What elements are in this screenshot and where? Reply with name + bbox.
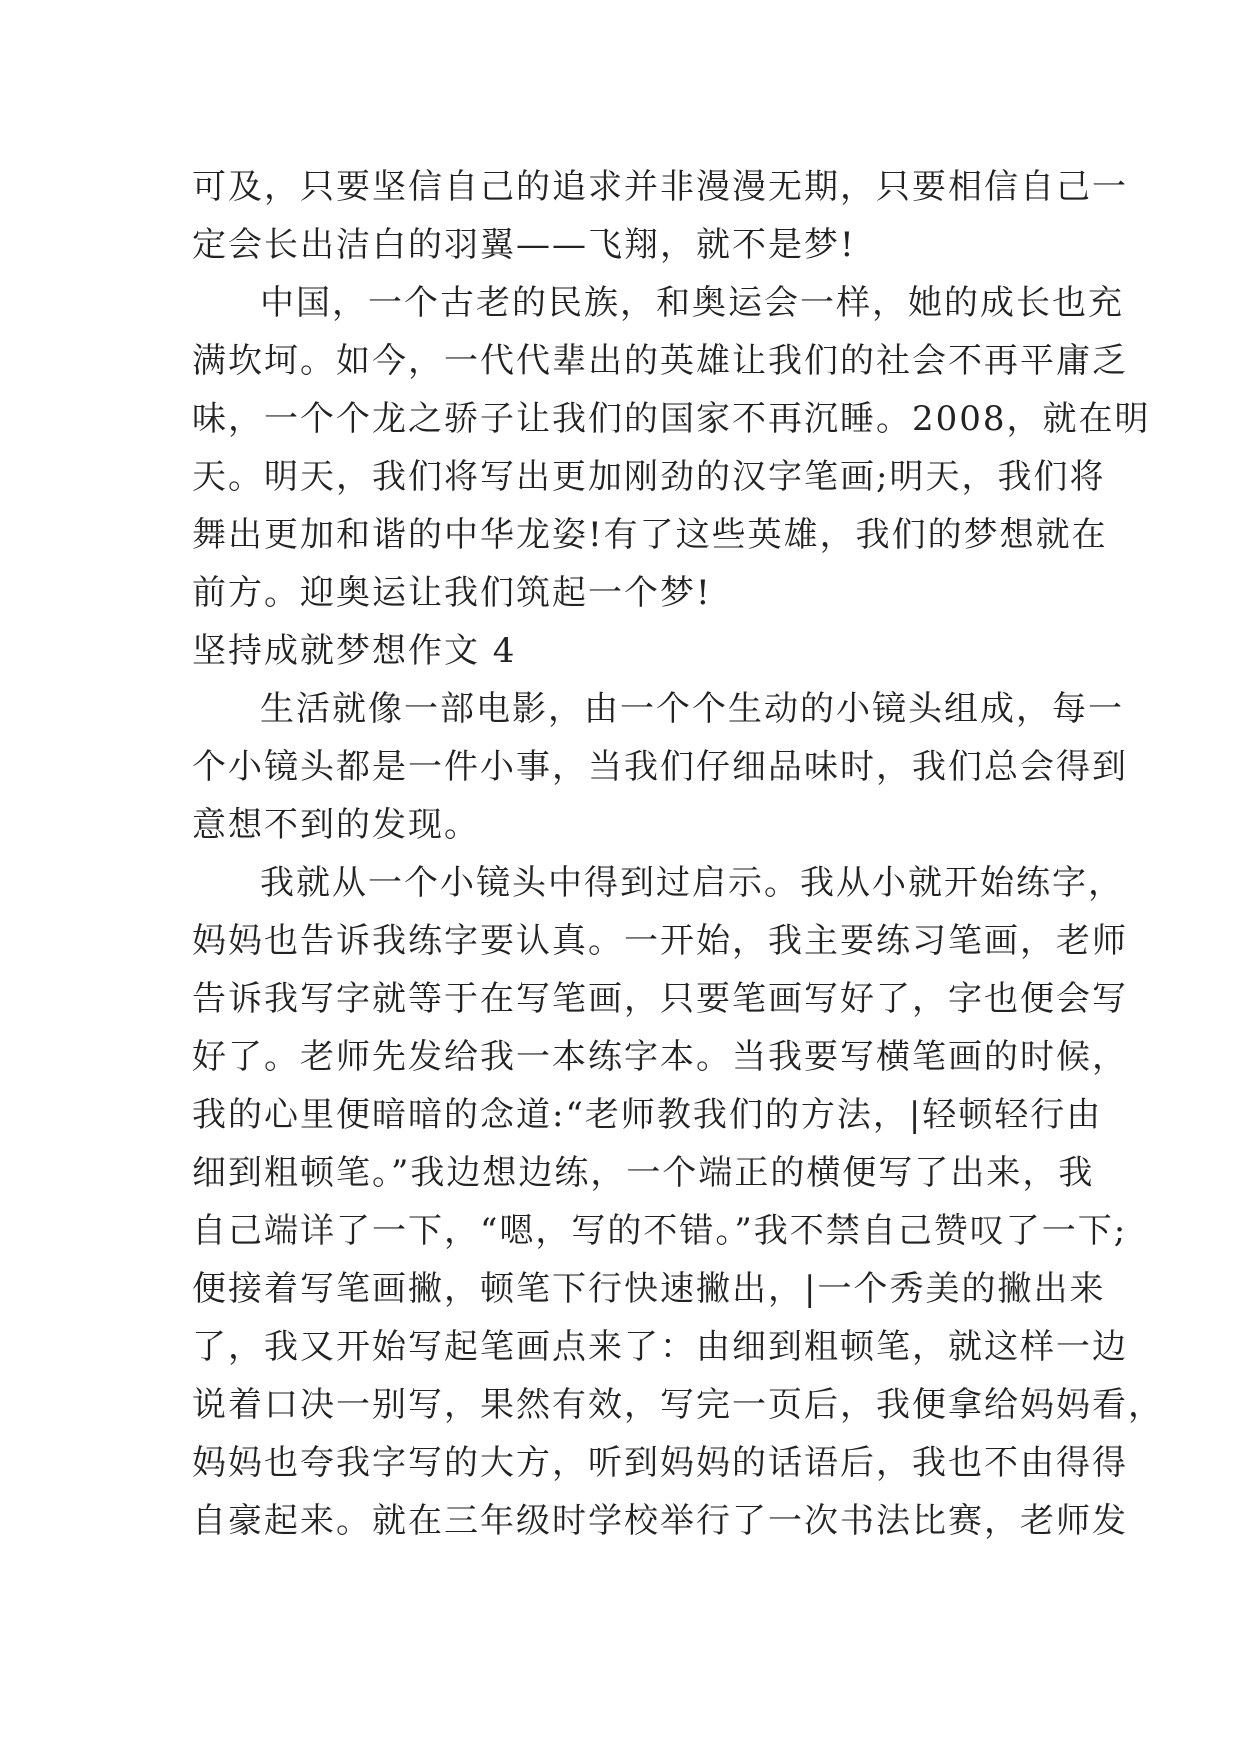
text-line: 坚持成就梦想作文 4 <box>192 631 517 671</box>
text-line: 告诉我写字就等于在写笔画，只要笔画写好了，字也便会写 <box>192 979 1128 1019</box>
text-line: 自豪起来。就在三年级时学校举行了一次书法比赛，老师发 <box>192 1501 1128 1541</box>
text-line: 我的心里便暗暗的念道:“老师教我们的方法，|轻顿轻行由 <box>192 1095 1103 1135</box>
document-body <box>192 158 1164 1550</box>
text-line: 生活就像一部电影，由一个个生动的小镜头组成，每一 <box>260 689 1124 729</box>
text-line: 好了。老师先发给我一本练字本。当我要写横笔画的时候， <box>192 1037 1128 1077</box>
text-line: 中国，一个古老的民族，和奥运会一样，她的成长也充 <box>260 283 1124 323</box>
text-line: 便接着写笔画撇，顿笔下行快速撇出，|一个秀美的撇出来 <box>192 1269 1106 1309</box>
text-line: 舞出更加和谐的中华龙姿!有了这些英雄，我们的梦想就在 <box>192 515 1108 555</box>
text-line: 定会长出洁白的羽翼——飞翔，就不是梦! <box>192 225 856 265</box>
text-line: 了，我又开始写起笔画点来了：由细到粗顿笔，就这样一边 <box>192 1327 1128 1367</box>
text-line: 自己端详了一下，“嗯，写的不错。”我不禁自己赞叹了一下; <box>192 1211 1128 1251</box>
text-line: 妈妈也告诉我练字要认真。一开始，我主要练习笔画，老师 <box>192 921 1128 961</box>
text-line: 味，一个个龙之骄子让我们的国家不再沉睡。2008，就在明 <box>192 399 1151 439</box>
text-line: 前方。迎奥运让我们筑起一个梦! <box>192 573 712 613</box>
text-line: 我就从一个小镜头中得到过启示。我从小就开始练字， <box>260 863 1124 903</box>
text-line: 满坎坷。如今，一代代辈出的英雄让我们的社会不再平庸乏 <box>192 341 1128 381</box>
text-line: 说着口决一别写，果然有效，写完一页后，我便拿给妈妈看， <box>192 1385 1164 1425</box>
text-line: 意想不到的发现。 <box>192 805 480 845</box>
text-line: 个小镜头都是一件小事，当我们仔细品味时，我们总会得到 <box>192 747 1128 787</box>
text-line: 天。明天，我们将写出更加刚劲的汉字笔画;明天，我们将 <box>192 457 1106 497</box>
text-line: 细到粗顿笔。”我边想边练，一个端正的横便写了出来，我 <box>192 1153 1095 1193</box>
text-line: 可及，只要坚信自己的追求并非漫漫无期，只要相信自己一 <box>192 167 1128 207</box>
text-line: 妈妈也夸我字写的大方，听到妈妈的话语后，我也不由得得 <box>192 1443 1128 1483</box>
